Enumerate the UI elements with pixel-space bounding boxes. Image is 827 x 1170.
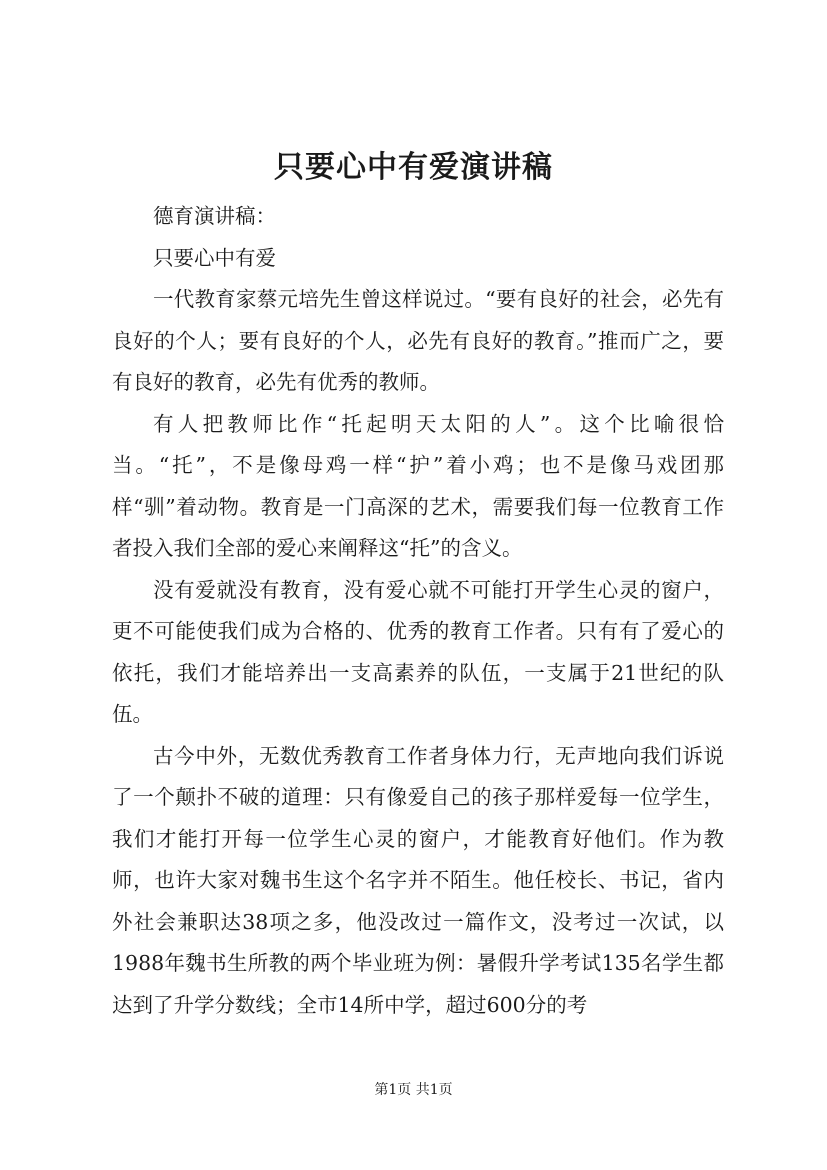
paragraph: 古今中外，无数优秀教育工作者身体力行，无声地向我们诉说了一个颠扑不破的道理：只有像爱自己的孩子那样爱每一位学生，我们才能打开每一位学生心灵的窗户，才能教育好他们。作为教师，也许大家对魏书生这个名字并不陌生。他任校长、书记，省内外社会兼职达38项之多，他没改过一篇作文，没考过一次试，以1988年魏书生所教的两个毕业班为例：暑假升学考试135名学生都达到了升学分数线；全市14所中学，超过600分的考 (112, 743, 724, 1017)
document-body (112, 196, 724, 1026)
document-title: 只要心中有爱演讲稿 (274, 150, 553, 185)
paragraph: 没有爱就没有教育，没有爱心就不可能打开学生心灵的窗户，更不可能使我们成为合格的、优秀的教育工作者。只有有了爱心的依托，我们才能培养出一支高素养的队伍，一支属于21世纪的队伍。 (112, 577, 724, 726)
paragraph-subject: 德育演讲稿： (153, 204, 276, 228)
page-number-footer: 第1页 共1页 (374, 1082, 453, 1098)
paragraph: 有人把教师比作“托起明天太阳的人”。这个比喻很恰当。“托”，不是像母鸡一样“护”着小鸡；也不是像马戏团那样“驯”着动物。教育是一门高深的艺术，需要我们每一位教育工作者投入我们全部的爱心来阐释这“托”的含义。 (112, 411, 724, 560)
paragraph-heading: 只要心中有爱 (153, 245, 276, 270)
paragraph: 一代教育家蔡元培先生曾这样说过。“要有良好的社会，必先有良好的个人；要有良好的个人，必先有良好的教育。”推而广之，要有良好的教育，必先有优秀的教师。 (112, 287, 724, 394)
